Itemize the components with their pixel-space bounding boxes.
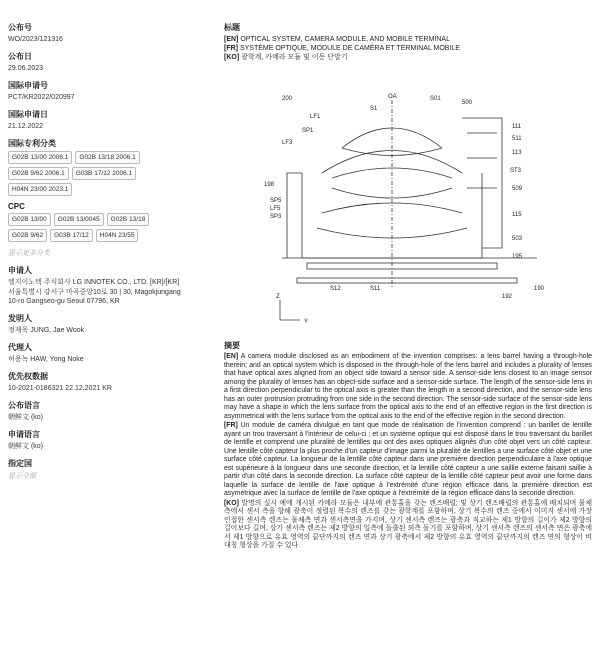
abstract-label: 摘要: [224, 341, 240, 350]
figure-label: 192: [502, 294, 513, 300]
figure-label: SP5: [270, 198, 282, 204]
abstract-en: [224, 353, 592, 421]
figure-label: S01: [430, 96, 441, 102]
app-date-label: 国际申请日: [8, 110, 48, 119]
figure-label: 511: [512, 136, 522, 142]
applicant-address: 서울특별시 강서구 마곡중앙10로 30 | 30, Magokjungang 10-ro Gangseo-gu Seoul 07796, KR: [8, 289, 181, 305]
ipc-chip[interactable]: G02B 9/62 2006.1: [8, 167, 69, 180]
bibliographic-panel: [8, 22, 188, 488]
designated-states-label: 指定国: [8, 459, 32, 468]
lang-tag: [EN]: [224, 353, 239, 360]
title-section: [224, 22, 592, 62]
title-ko: [224, 53, 592, 62]
figure-label: 198: [264, 182, 275, 188]
abstract-ko: [224, 500, 592, 551]
figure-label: Z: [276, 294, 280, 300]
ipc-chip[interactable]: G02B 13/00 2006.1: [8, 151, 72, 164]
pub-date-value: 29.06.2023: [8, 65, 44, 72]
cpc-chip[interactable]: G02B 13/00: [8, 213, 51, 226]
filing-lang-label: 申请语言: [8, 430, 40, 439]
lang-tag: [KO]: [224, 54, 240, 61]
figure-label: 111: [512, 124, 522, 130]
figure-label: LF5: [270, 206, 281, 212]
app-no-label: 国际申请号: [8, 81, 48, 90]
designated-states-show-all-link[interactable]: 显示全部: [8, 473, 36, 480]
priority-label: 优先权数据: [8, 372, 48, 381]
figure-label: OA: [388, 94, 397, 100]
title-en: [224, 35, 592, 44]
title-en-text: OPTICAL SYSTEM, CAMERA MODULE, AND MOBILE TERMINAL: [240, 36, 450, 43]
cpc-show-more-link[interactable]: 显示更多分类: [8, 250, 50, 257]
filing-lang-value: 朝鲜文 (ko): [8, 443, 43, 450]
pub-no-label: 公布号: [8, 23, 32, 32]
app-no-value: PCT/KR2022/020997: [8, 94, 75, 101]
figure-label: S1: [370, 106, 378, 112]
cpc-chip[interactable]: H04N 23/55: [96, 229, 139, 242]
figure-label: 509: [512, 186, 523, 192]
pub-date-label: 公布日: [8, 52, 32, 61]
ipc-chip[interactable]: H04N 23/00 2023.1: [8, 183, 72, 196]
figure-label: 115: [512, 212, 522, 218]
ipc-chip-list: [8, 151, 188, 196]
abstract-section: [224, 340, 592, 552]
agent-label: 代理人: [8, 343, 32, 352]
lang-tag: [FR]: [224, 45, 238, 52]
applicant-name: 엘지이노텍 주식회사 LG INNOTEK CO., LTD. [KR]/[KR]: [8, 279, 180, 286]
figure-label: Y: [304, 319, 309, 325]
cpc-chip[interactable]: G02B 13/0045: [54, 213, 104, 226]
title-label: 标题: [224, 23, 240, 32]
figure-label: ST3: [510, 168, 522, 174]
pub-lang-value: 朝鲜文 (ko): [8, 414, 43, 421]
title-fr-text: SYSTÈME OPTIQUE, MODULE DE CAMÉRA ET TERMINAL MOBILE: [239, 45, 460, 52]
inventor-value: 정재욱 JUNG, Jae Wook: [8, 327, 85, 334]
abstract-fr-text: Un module de caméra divulgué en tant que mode de réalisation de l'invention comprend : un barillet de lentille ayant un trou traversant à l'intérieur de celui-ci ; et un système optique qui est disposé dans le trou traversant du barillet de lentille et comprend une pluralité de lentilles qui ont des axes optiques alignés d'un côté objet vers un côté capteur. Une lentille côté capteur la plus proche d'un capteur d'image parmi la pluralité de lentilles a une surface côté objet et une surface côté capteur. La longueur de la lentille côté capteur dans une première direction perpendiculaire à l'axe optique est supérieure à la longueur dans une seconde direction, et la lentille côté capteur a une saillie externe faisant saillie à partir d'un côté dans la seconde direction. La surface côté capteur de la lentille côté capteur peut avoir une forme dans laquelle la surface de lentille de l'axe optique à l'extrémité d'une région efficace dans la première direction est asymétrique avec la surface de lentille de l'axe optique à l'extrémité de la région efficace dans la seconde direction.: [224, 422, 592, 497]
abstract-fr: [224, 422, 592, 499]
cpc-chip[interactable]: G02B 13/18: [107, 213, 150, 226]
ipc-chip[interactable]: G02B 13/18 2006.1: [75, 151, 139, 164]
figure-label: LF3: [282, 140, 293, 146]
figure-label: S11: [370, 286, 381, 292]
priority-value: 10-2021-0186321 22.12.2021 KR: [8, 385, 112, 392]
pub-no-value: WO/2023/121316: [8, 36, 63, 43]
cpc-chip-list: [8, 213, 188, 242]
abstract-en-text: A camera module disclosed as an embodiment of the invention comprises: a lens barrel having a through-hole therein; and an optical system which is disposed in the through-hole of the lens barrel and includes a plurality of lenses that have optical axes aligned from an object side toward a sensor side. A sensor-side lens closest to an image sensor among the plurality of lenses has an object-side surface and a sensor-side surface. The length of the sensor-side lens in a first direction perpendicular to the optical axis is greater than the length in a second direction, and the sensor-side lens has an outer protrusion protruding from one side in the second direction. The sensor-side surface of the sensor-side lens may have a shape in which the lens surface from the optical axis to the end of an effective region in the first direction is asymmetrical with the lens surface from the optical axis to the end of the effective region in the second direction.: [224, 353, 592, 420]
ipc-label: 国际专利分类: [8, 139, 56, 148]
abstract-ko-text: 발명의 실시 예에 개시된 카메라 모듈은 내부에 관통홀을 갖는 렌즈배럴; 및 상기 렌즈배럴의 관통홀에 배치되며 물체 측에서 센서 측을 향해 광축이 정렬된 복수의 렌즈를 갖는 광학계를 포함하며, 상기 복수의 렌즈 중에서 이미지 센서에 가장 인접한 센서측 렌즈는 물체측 면과 센서측면을 가지며, 상기 센서측 렌즈는 광축과 직교하는 제1 방향의 길이가 제2 방향의 길이보다 길며, 상기 센서측 렌즈는 제2 방향의 일측에 돌출된 외측 돌기를 포함하며, 상기 센서측 렌즈의 센서측 면은 광축에서 제1 방향으로 유효 영역의 끝단까지의 렌즈 면과 상기 광축에서 제2 방향의 유효 영역의 끝단까지의 렌즈 면의 형상이 비대칭 형상을 가질 수 있다.: [224, 499, 592, 549]
figure-label: SP1: [302, 128, 314, 134]
agent-value: 허용녹 HAW, Yong Noke: [8, 356, 84, 363]
lang-tag: [EN]: [224, 36, 239, 43]
figure-label: 195: [512, 254, 523, 260]
app-date-value: 21.12.2022: [8, 123, 44, 130]
figure-label: LF1: [310, 114, 321, 120]
figure-label: S12: [330, 286, 341, 292]
cpc-chip[interactable]: G02B 9/62: [8, 229, 47, 242]
lang-tag: [KO]: [224, 499, 239, 507]
cpc-chip[interactable]: G03B 17/12: [50, 229, 93, 242]
figure-label: 500: [462, 100, 473, 106]
ipc-chip[interactable]: G03B 17/12 2006.1: [72, 167, 136, 180]
title-fr: [224, 44, 592, 53]
title-ko-text: 광학계, 카메라 모듈 및 이동 단말기: [241, 54, 348, 61]
applicant-label: 申请人: [8, 266, 32, 275]
pub-lang-label: 公布语言: [8, 401, 40, 410]
patent-drawing[interactable]: [262, 88, 562, 328]
figure-label: SP3: [270, 214, 282, 220]
figure-label: 200: [282, 96, 293, 102]
figure-label: 113: [512, 150, 522, 156]
lang-tag: [FR]: [224, 422, 238, 429]
figure-label: 190: [534, 286, 545, 292]
cpc-label: CPC: [8, 202, 25, 211]
inventor-label: 发明人: [8, 314, 32, 323]
figure-label: 503: [512, 236, 523, 242]
